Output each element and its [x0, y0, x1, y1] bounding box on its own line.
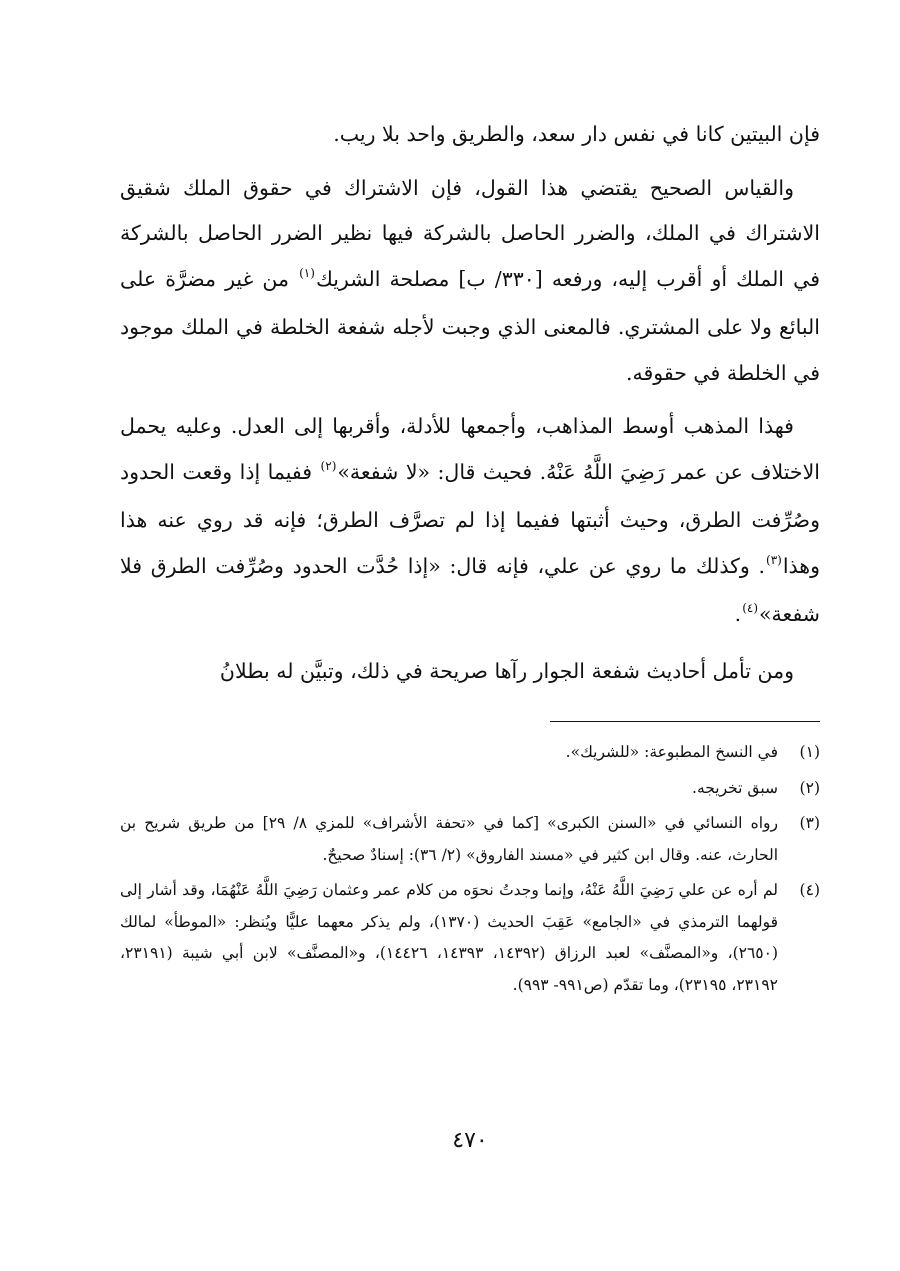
paragraph — [120, 112, 820, 158]
paragraph-text: والقياس الصحيح يقتضي هذا القول، فإن الاشتراك في حقوق الملك شقيق الاشتراك في الملك، والضرر الحاصل بالشركة فيها نظير الضرر الحاصل بالشركة في الملك أو أقرب إليه، ورفعه [٣٣٠/ ب] مصلحة الشريك — [120, 175, 820, 291]
paragraph-text: . وكذلك ما روي عن علي، فإنه قال: «إذا حُدَّت الحدود وصُرِّفت الطرق فلا شفعة» — [120, 553, 820, 626]
footnotes — [120, 737, 820, 1005]
footnote-divider — [550, 721, 820, 722]
paragraph-text: فهذا المذهب أوسط المذاهب، وأجمعها للأدلة، وأقربها إلى العدل. وعليه يحمل الاختلاف عن عمر رَضِيَ اللَّهُ عَنْهُ. فحيث قال: «لا شفعة» — [120, 414, 820, 484]
footnote-text: رواه النسائي في «السنن الكبرى» [كما في «تحفة الأشراف» للمزي ٨/ ٢٩] من طريق شريح بن الحارث، عنه. وقال ابن كثير في «مسند الفاروق» (٢/ ٣٦): إسنادٌ صحيحٌ. — [120, 814, 778, 864]
footnote-number: (٢) — [799, 778, 820, 797]
footnote-number: (١) — [799, 743, 820, 761]
footnote-reference: (٤) — [742, 601, 759, 615]
paragraph-text: . — [734, 602, 742, 626]
footnote-number: (٣) — [799, 814, 820, 832]
paragraph-text: من غير مضرَّة على البائع ولا على المشتري. فالمعنى الذي وجبت لأجله شفعة الخلطة في الملك موجود في الخلطة في حقوقه. — [120, 266, 820, 385]
footnote — [120, 773, 820, 805]
paragraph-text: ومن تأمل أحاديث شفعة الجوار رآها صريحة في ذلك، وتبيَّن له بطلانُ — [219, 658, 794, 683]
footnote — [120, 875, 820, 1001]
footnote-reference: (١) — [299, 265, 315, 280]
footnote-text: في النسخ المطبوعة: «للشريك». — [565, 743, 778, 761]
footnote — [120, 808, 820, 871]
footnote-reference: (٣) — [766, 552, 782, 567]
footnote-number: (٤) — [799, 881, 820, 899]
paragraph — [120, 649, 820, 695]
page-number: ٤٧٠ — [452, 1128, 488, 1153]
paragraph — [120, 404, 820, 641]
footnote — [120, 737, 820, 769]
footnote-text: لم أره عن علي رَضِيَ اللَّهُ عَنْهُ، وإنما وجدتُ نحوَه من كلام عمر وعثمان رَضِيَ اللَّهُ عَنْهُمَا، وقد أشار إلى قولهما الترمذي في «الجامع» عَقِبَ الحديث (١٣٧٠)، ولم يذكر معهما عليًّا ويُنظر: «الموطأ» لمالك (٢٦٥٠)، و«المصنَّف» لعبد الرزاق (١٤٣٩٢، ١٤٣٩٣، ١٤٤٢٦)، و«المصنَّف» لابن أبي شيبة (٢٣١٩١، ٢٣١٩٢، ٢٣١٩٥)، وما تقدّم (ص٩٩١- ٩٩٣). — [120, 881, 778, 994]
paragraph — [120, 166, 820, 397]
footnote-reference: (٢) — [320, 458, 337, 473]
footnote-text: سبق تخريجه. — [692, 778, 778, 797]
paragraph-text: ففيما إذا وقعت الحدود وصُرِّفت الطرق، وحيث أثبتها ففيما إذا لم تصرَّف الطرق؛ فإنه قد روي عنه هذا وهذا — [120, 459, 820, 578]
main-text — [120, 112, 820, 694]
paragraph-text: فإن البيتين كانا في نفس دار سعد، والطريق واحد بلا ريب. — [333, 122, 820, 146]
book-page — [120, 112, 820, 1212]
